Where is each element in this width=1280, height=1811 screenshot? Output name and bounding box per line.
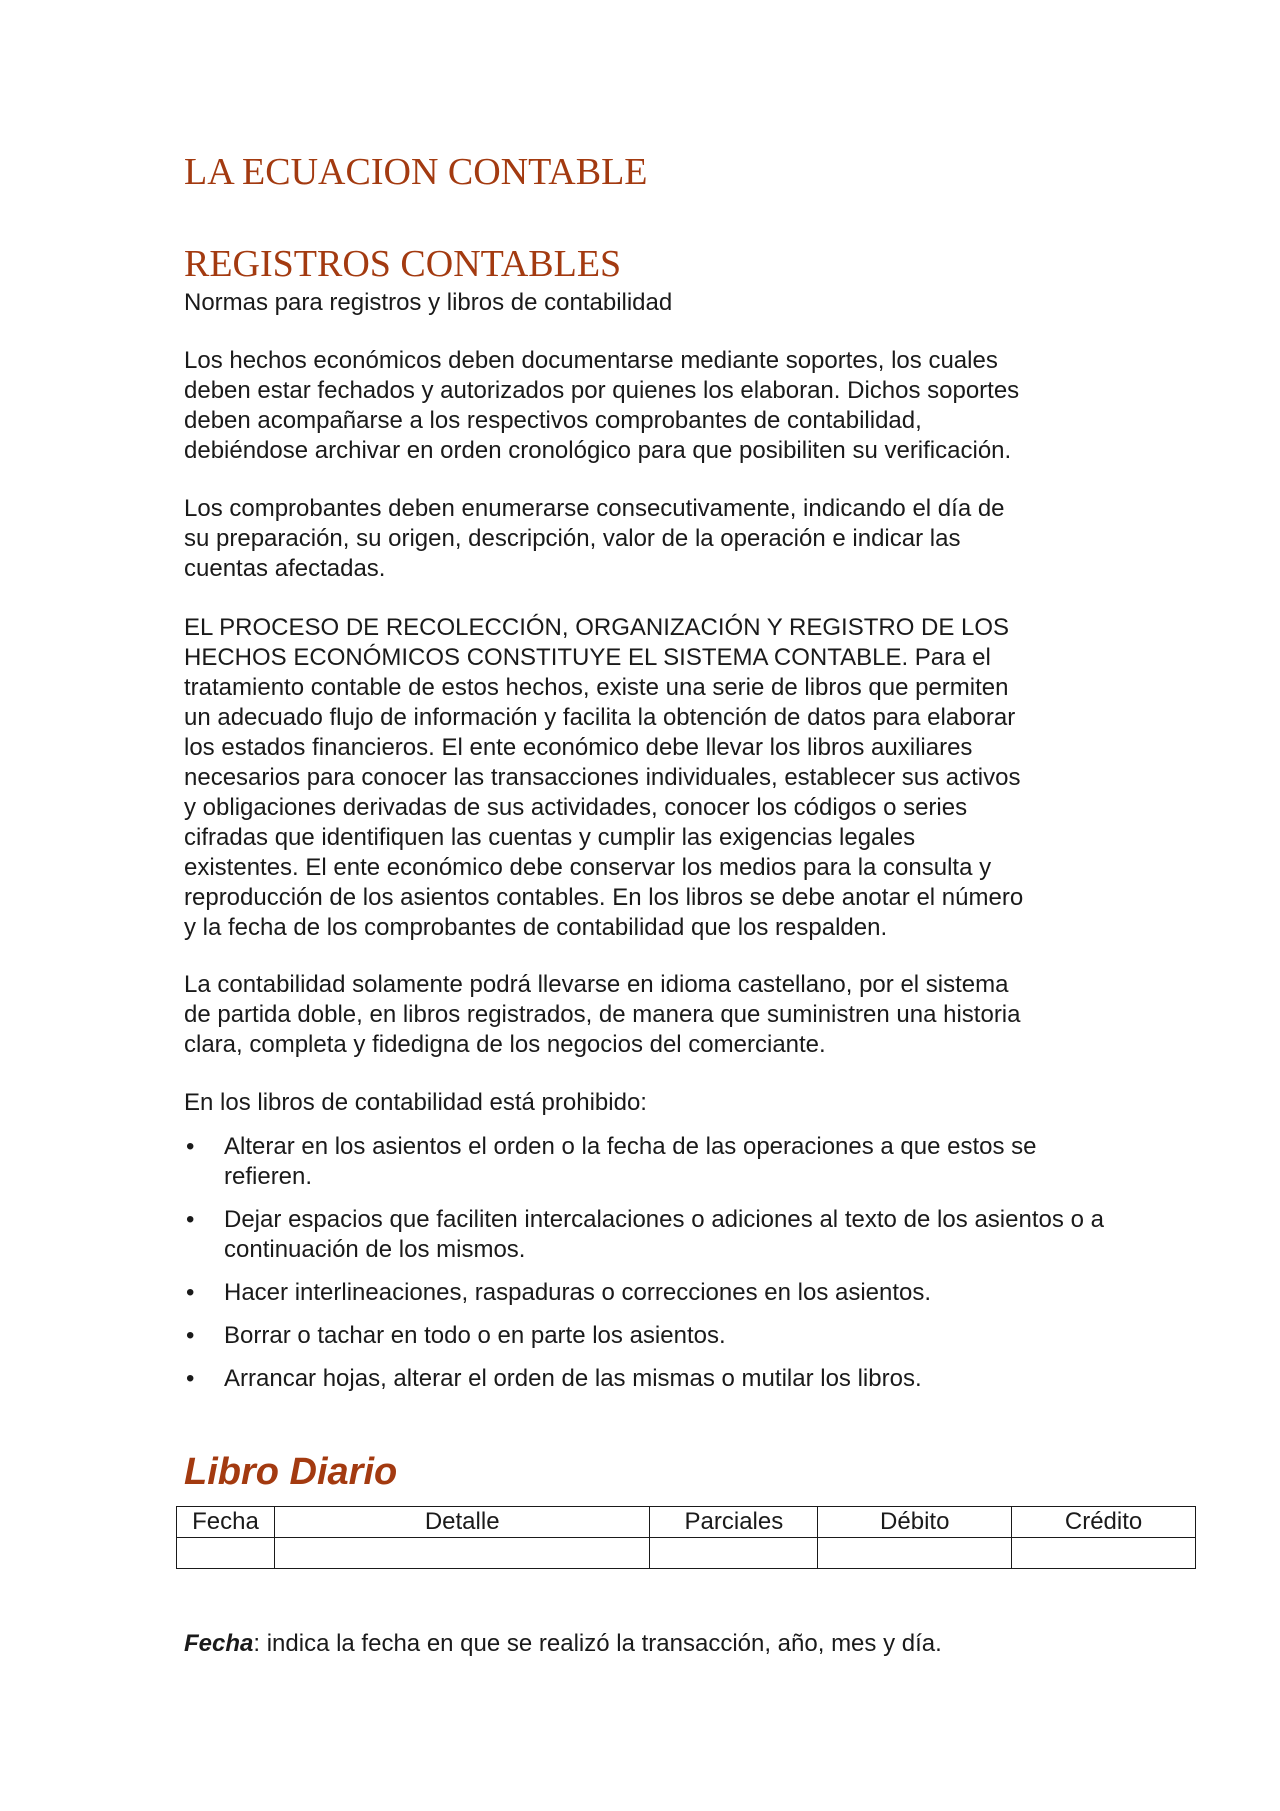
table-cell [818, 1538, 1012, 1569]
paragraph-line: La contabilidad solamente podrá llevarse en idioma castellano, por el sistema [184, 971, 1009, 998]
paragraph-line: cifradas que identifiquen las cuentas y cumplir las exigencias legales [184, 824, 916, 851]
list-item [184, 1321, 1104, 1351]
table-cell [650, 1538, 818, 1569]
sub-heading: REGISTROS CONTABLES [184, 243, 622, 285]
main-heading: LA ECUACION CONTABLE [184, 151, 648, 193]
table-row [177, 1538, 1196, 1569]
bullet-icon: • [186, 1206, 195, 1233]
list-item-text: Alterar en los asientos el orden o la fecha de las operaciones a que estos se refieren. [224, 1133, 1037, 1190]
list-item-text: Hacer interlineaciones, raspaduras o correcciones en los asientos. [224, 1279, 932, 1306]
list-item-text: Dejar espacios que faciliten intercalaciones o adiciones al texto de los asientos o a continuación de los mismos. [224, 1206, 1104, 1263]
table-cell [274, 1538, 650, 1569]
column-header-detalle: Detalle [274, 1507, 650, 1538]
prohibitions-list [184, 1132, 1104, 1407]
paragraph-line: un adecuado flujo de información y facilita la obtención de datos para elaborar [184, 704, 1016, 731]
paragraph-line: Los hechos económicos deben documentarse mediante soportes, los cuales [184, 347, 998, 374]
paragraph-prohibido: En los libros de contabilidad está prohibido: [184, 1089, 647, 1116]
section-title-libro-diario: Libro Diario [184, 1451, 398, 1493]
paragraph-sistema-contable [184, 613, 1104, 943]
paragraph-line: su preparación, su origen, descripción, valor de la operación e indicar las [184, 525, 961, 552]
paragraph-comprobantes [184, 494, 1104, 584]
paragraph-line: necesarios para conocer las transacciones individuales, establecer sus activos [184, 764, 1021, 791]
list-item-text: Borrar o tachar en todo o en parte los asientos. [224, 1322, 726, 1349]
bullet-icon: • [186, 1133, 195, 1160]
fecha-definition-text: : indica la fecha en que se realizó la transacción, año, mes y día. [253, 1630, 942, 1657]
paragraph-line: deben acompañarse a los respectivos comprobantes de contabilidad, [184, 407, 922, 434]
paragraph-line: debiéndose archivar en orden cronológico para que posibiliten su verificación. [184, 437, 1012, 464]
paragraph-line: y obligaciones derivadas de sus actividades, conocer los códigos o series [184, 794, 968, 821]
fecha-definition [184, 1629, 942, 1659]
paragraph-line: EL PROCESO DE RECOLECCIÓN, ORGANIZACIÓN Y REGISTRO DE LOS [184, 614, 1010, 641]
paragraph-line: de partida doble, en libros registrados, de manera que suministren una historia [184, 1001, 1021, 1028]
column-header-parciales: Parciales [650, 1507, 818, 1538]
bullet-icon: • [186, 1365, 195, 1392]
paragraph-line: existentes. El ente económico debe conservar los medios para la consulta y [184, 854, 992, 881]
paragraph-line: y la fecha de los comprobantes de contabilidad que los respalden. [184, 914, 888, 941]
table-header-row [177, 1507, 1196, 1538]
paragraph-line: cuentas afectadas. [184, 555, 386, 582]
column-header-credito: Crédito [1012, 1507, 1196, 1538]
bullet-icon: • [186, 1322, 195, 1349]
list-item-text: Arrancar hojas, alterar el orden de las mismas o mutilar los libros. [224, 1365, 922, 1392]
paragraph-line: reproducción de los asientos contables. En los libros se debe anotar el número [184, 884, 1024, 911]
list-item [184, 1205, 1104, 1265]
list-item [184, 1278, 1104, 1308]
fecha-term: Fecha [184, 1630, 254, 1657]
paragraph-castellano [184, 970, 1104, 1060]
paragraph-line: tratamiento contable de estos hechos, existe una serie de libros que permiten [184, 674, 1009, 701]
libro-diario-table [176, 1506, 1196, 1569]
paragraph-line: deben estar fechados y autorizados por quienes los elaboran. Dichos soportes [184, 377, 1020, 404]
column-header-fecha: Fecha [177, 1507, 275, 1538]
column-header-debito: Débito [818, 1507, 1012, 1538]
paragraph-line: los estados financieros. El ente económico debe llevar los libros auxiliares [184, 734, 973, 761]
bullet-icon: • [186, 1279, 195, 1306]
paragraph-soportes [184, 346, 1104, 466]
table-cell [177, 1538, 275, 1569]
paragraph-line: Los comprobantes deben enumerarse consecutivamente, indicando el día de [184, 495, 1005, 522]
list-item [184, 1132, 1104, 1192]
table-cell [1012, 1538, 1196, 1569]
paragraph-line: clara, completa y fidedigna de los negocios del comerciante. [184, 1031, 826, 1058]
list-item [184, 1364, 1104, 1394]
subtitle: Normas para registros y libros de contabilidad [184, 289, 673, 316]
paragraph-line: HECHOS ECONÓMICOS CONSTITUYE EL SISTEMA CONTABLE. Para el [184, 644, 991, 671]
